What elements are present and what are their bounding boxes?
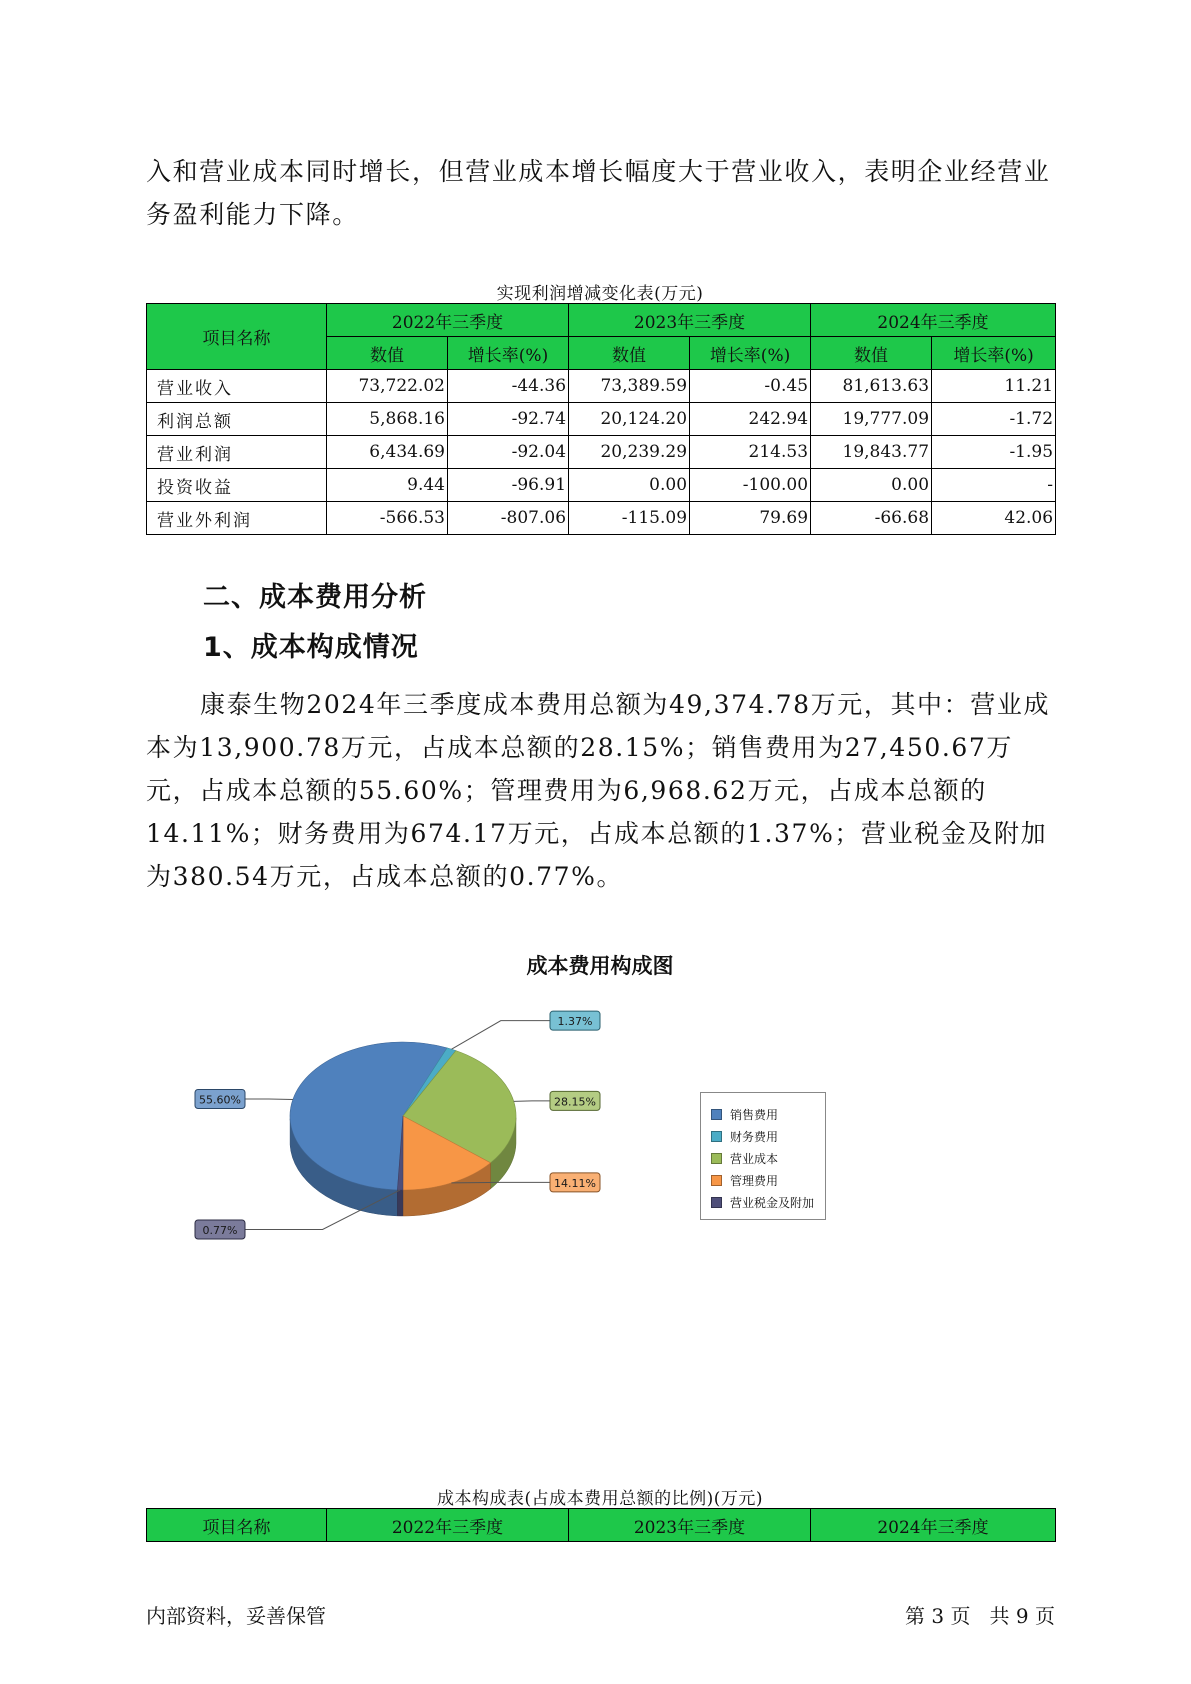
table-cell: 73,722.02 — [327, 370, 448, 403]
table-row — [147, 502, 1056, 535]
table2-caption: 成本构成表(占成本费用总额的比例)(万元) — [436, 1489, 764, 1509]
table1-period-header: 2024年三季度 — [811, 304, 1056, 337]
section-heading: 二、成本费用分析 — [203, 582, 427, 613]
page-number: 第 3 页 共 9 页 — [905, 1604, 1055, 1628]
table1-subheader-rate: 增长率(%) — [690, 337, 811, 370]
table-cell: -807.06 — [448, 502, 569, 535]
legend-item — [711, 1169, 825, 1191]
table-cell: 0.00 — [569, 469, 690, 502]
table1-name-header: 项目名称 — [147, 304, 327, 370]
table-cell: 5,868.16 — [327, 403, 448, 436]
legend-label: 财务费用 — [730, 1129, 779, 1144]
subsection-heading: 1、成本构成情况 — [203, 632, 419, 663]
label-leader-line — [245, 1099, 293, 1100]
table1-subheader-rate: 增长率(%) — [932, 337, 1056, 370]
legend-item — [711, 1125, 825, 1147]
table-row — [147, 469, 1056, 502]
table-cell: -66.68 — [811, 502, 932, 535]
pie-slice-side — [397, 1190, 402, 1216]
legend-item — [711, 1103, 825, 1125]
label-leader-line — [452, 1021, 550, 1050]
table-cell: 79.69 — [690, 502, 811, 535]
table-cell: -0.45 — [690, 370, 811, 403]
data-label: 28.15% — [554, 1095, 596, 1109]
data-label: 1.37% — [557, 1015, 593, 1029]
table-cell: 42.06 — [932, 502, 1056, 535]
row-label: 投资收益 — [147, 469, 327, 502]
table-row — [147, 370, 1056, 403]
paragraph-continuation: 入和营业成本同时增长，但营业成本增长幅度大于营业收入，表明企业经营业务盈利能力下降。 — [146, 157, 1051, 229]
legend-label: 销售费用 — [730, 1107, 779, 1122]
table-cell: 73,389.59 — [569, 370, 690, 403]
legend-swatch — [711, 1131, 722, 1142]
table2-period-header: 2023年三季度 — [569, 1509, 811, 1542]
table-cell: -100.00 — [690, 469, 811, 502]
legend-swatch — [711, 1109, 722, 1120]
table-cell: -44.36 — [448, 370, 569, 403]
table-cell: 19,843.77 — [811, 436, 932, 469]
table2-name-header: 项目名称 — [147, 1509, 327, 1542]
table-cell: 20,124.20 — [569, 403, 690, 436]
table1-subheader-value: 数值 — [811, 337, 932, 370]
data-label: 0.77% — [202, 1223, 238, 1237]
chart-title: 成本费用构成图 — [526, 954, 674, 978]
data-label: 14.11% — [554, 1176, 596, 1190]
row-label: 营业利润 — [147, 436, 327, 469]
table-cell: -1.72 — [932, 403, 1056, 436]
profit-change-table — [146, 303, 1056, 535]
table1-subheader-value: 数值 — [327, 337, 448, 370]
table1-subheader-rate: 增长率(%) — [448, 337, 569, 370]
table1-period-header: 2023年三季度 — [569, 304, 811, 337]
table-cell: 9.44 — [327, 469, 448, 502]
table-cell: -566.53 — [327, 502, 448, 535]
row-label: 营业收入 — [147, 370, 327, 403]
data-label: 55.60% — [199, 1093, 241, 1107]
table1-subheader-value: 数值 — [569, 337, 690, 370]
table-cell: - — [932, 469, 1056, 502]
table-cell: 19,777.09 — [811, 403, 932, 436]
legend-label: 营业成本 — [730, 1151, 779, 1166]
legend-swatch — [711, 1153, 722, 1164]
label-leader-line — [514, 1101, 550, 1102]
table-row — [147, 403, 1056, 436]
pie-top — [290, 1042, 516, 1190]
table-cell: 214.53 — [690, 436, 811, 469]
legend-item — [711, 1147, 825, 1169]
table2-period-header: 2024年三季度 — [811, 1509, 1056, 1542]
table-cell: -92.74 — [448, 403, 569, 436]
table-cell: 6,434.69 — [327, 436, 448, 469]
table-cell: -115.09 — [569, 502, 690, 535]
table-cell: -92.04 — [448, 436, 569, 469]
table-cell: 242.94 — [690, 403, 811, 436]
table-cell: 81,613.63 — [811, 370, 932, 403]
table-cell: -96.91 — [448, 469, 569, 502]
table-cell: 0.00 — [811, 469, 932, 502]
legend-label: 管理费用 — [730, 1173, 779, 1188]
table-cell: 20,239.29 — [569, 436, 690, 469]
table-cell: -1.95 — [932, 436, 1056, 469]
table1-period-header: 2022年三季度 — [327, 304, 569, 337]
legend-swatch — [711, 1197, 722, 1208]
row-label: 营业外利润 — [147, 502, 327, 535]
table-cell: 11.21 — [932, 370, 1056, 403]
legend-item — [711, 1191, 825, 1213]
cost-composition-table — [146, 1508, 1056, 1542]
legend-swatch — [711, 1175, 722, 1186]
legend-label: 营业税金及附加 — [730, 1195, 815, 1210]
table1-caption: 实现利润增减变化表(万元) — [496, 284, 704, 304]
cost-composition-paragraph: 康泰生物2024年三季度成本费用总额为49,374.78万元，其中：营业成本为13,900.78万元，占成本总额的28.15%；销售费用为27,450.67万元，占成本总额的55.60%；管理费用为6,968.62万元，占成本总额的14.11%；财务费用为674.17万元，占成本总额的1.37%；营业税金及附加为380.54万元，占成本总额的0.77%。 — [146, 690, 1051, 891]
footer-note: 内部资料，妥善保管 — [146, 1604, 326, 1628]
table-row — [147, 436, 1056, 469]
label-leader-line — [451, 1182, 550, 1183]
pie-chart — [195, 1015, 675, 1250]
table2-period-header: 2022年三季度 — [327, 1509, 569, 1542]
row-label: 利润总额 — [147, 403, 327, 436]
chart-legend — [700, 1092, 826, 1220]
